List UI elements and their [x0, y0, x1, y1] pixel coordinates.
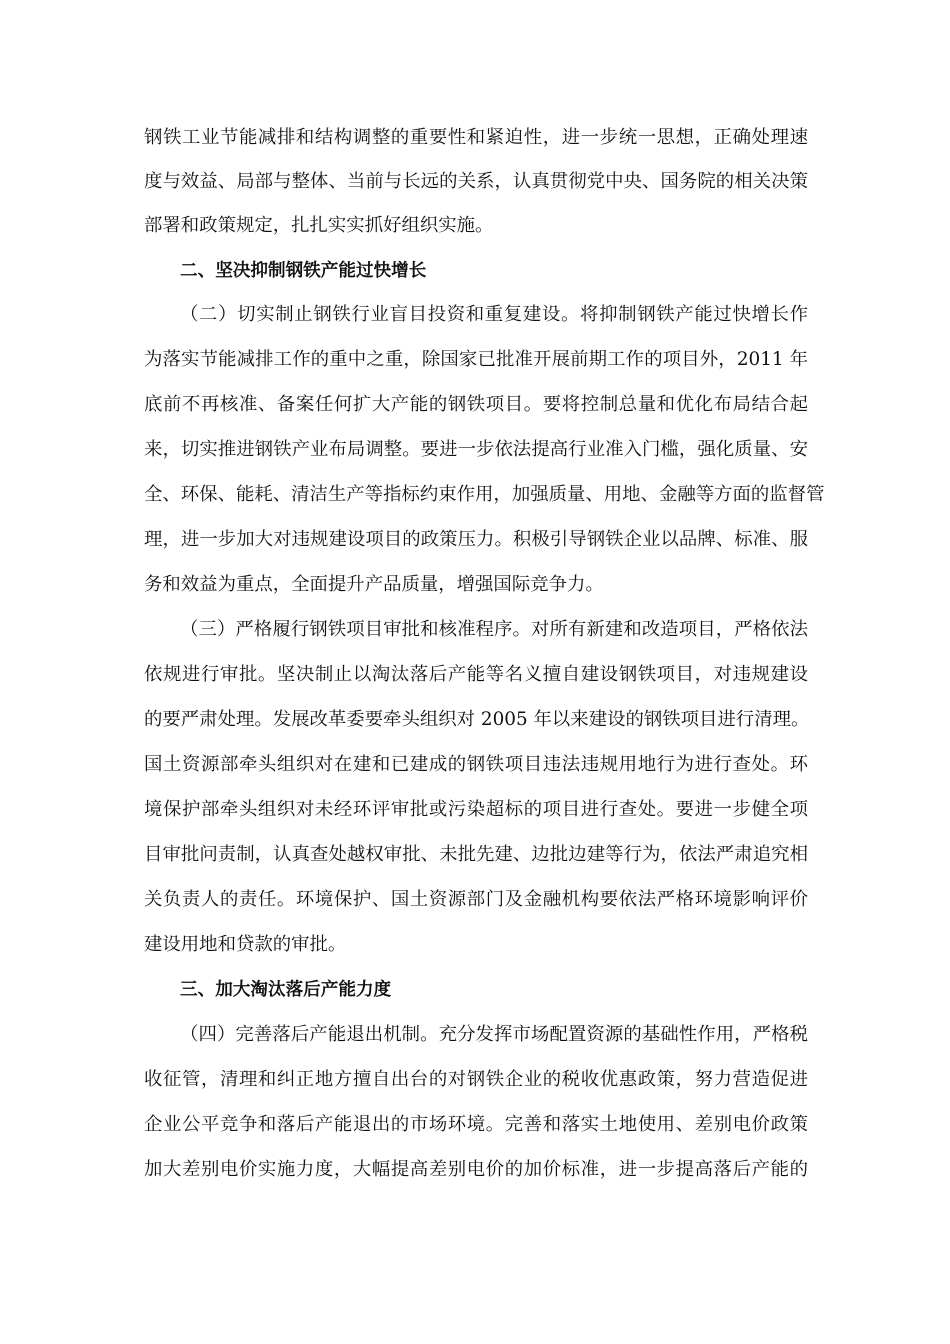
paragraph-line: （二）切实制止钢铁行业盲目投资和重复建设。将抑制钢铁产能过快增长作: [180, 304, 808, 325]
paragraph-line: 关负责人的责任。环境保护、国土资源部门及金融机构要依法严格环境影响评价: [144, 889, 808, 910]
paragraph-line: 为落实节能减排工作的重中之重，除国家已批准开展前期工作的项目外，2011 年: [144, 349, 808, 370]
paragraph-line: 收征管，清理和纠正地方擅自出台的对钢铁企业的税收优惠政策，努力营造促进: [144, 1069, 808, 1090]
section-heading: 三、加大淘汰落后产能力度: [180, 980, 392, 1000]
paragraph-line: 度与效益、局部与整体、当前与长远的关系，认真贯彻党中央、国务院的相关决策: [144, 171, 808, 192]
paragraph-line: （四）完善落后产能退出机制。充分发挥市场配置资源的基础性作用，严格税: [180, 1024, 808, 1045]
paragraph-line: 理，进一步加大对违规建设项目的政策压力。积极引导钢铁企业以品牌、标准、服: [144, 529, 808, 550]
paragraph-line: 企业公平竞争和落后产能退出的市场环境。完善和落实土地使用、差别电价政策: [144, 1114, 808, 1135]
paragraph-line: 部署和政策规定，扎扎实实抓好组织实施。: [144, 215, 494, 236]
paragraph-line: 务和效益为重点，全面提升产品质量，增强国际竞争力。: [144, 574, 604, 595]
paragraph-line: 加大差别电价实施力度，大幅提高差别电价的加价标准，进一步提高落后产能的: [144, 1159, 808, 1180]
paragraph-line: 目审批问责制，认真查处越权审批、未批先建、边批边建等行为，依法严肃追究相: [144, 844, 808, 865]
paragraph-line: 境保护部牵头组织对未经环评审批或污染超标的项目进行查处。要进一步健全项: [144, 799, 808, 820]
paragraph-line: 依规进行审批。坚决制止以淘汰落后产能等名义擅自建设钢铁项目，对违规建设: [144, 664, 808, 685]
paragraph-line: 建设用地和贷款的审批。: [144, 934, 347, 955]
paragraph-line: （三）严格履行钢铁项目审批和核准程序。对所有新建和改造项目，严格依法: [180, 619, 808, 640]
paragraph-line: 来，切实推进钢铁产业布局调整。要进一步依法提高行业准入门槛，强化质量、安: [144, 439, 808, 460]
paragraph-line: 全、环保、能耗、清洁生产等指标约束作用，加强质量、用地、金融等方面的监督管: [144, 484, 825, 505]
paragraph-line: 国土资源部牵头组织对在建和已建成的钢铁项目违法违规用地行为进行查处。环: [144, 754, 808, 775]
paragraph-line: 底前不再核准、备案任何扩大产能的钢铁项目。要将控制总量和优化布局结合起: [144, 394, 808, 415]
paragraph-line: 的要严肃处理。发展改革委要牵头组织对 2005 年以来建设的钢铁项目进行清理。: [144, 709, 810, 730]
section-heading: 二、坚决抑制钢铁产能过快增长: [180, 261, 427, 281]
paragraph-line: 钢铁工业节能减排和结构调整的重要性和紧迫性，进一步统一思想，正确处理速: [144, 127, 808, 148]
